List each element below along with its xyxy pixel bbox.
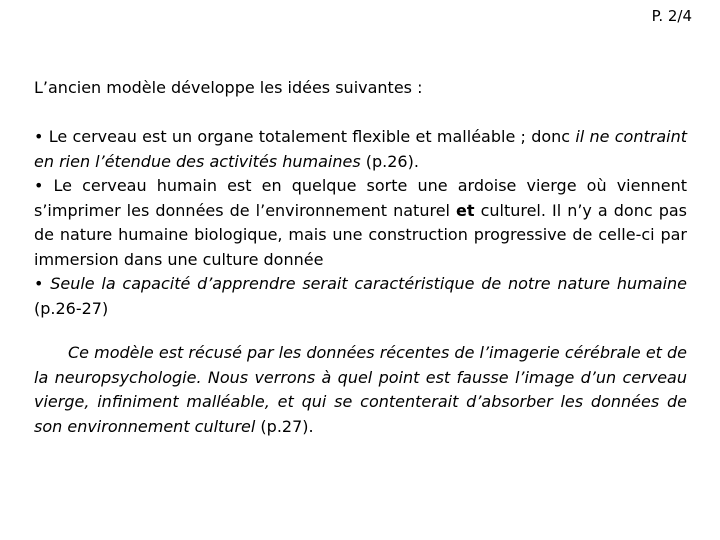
bullet-2-bold: et — [456, 200, 475, 220]
heading: L’ancien modèle développe les idées suivantes : — [34, 78, 423, 97]
bullet-item-2 — [34, 174, 687, 272]
bullet-1-italic: il ne contraint en rien l’étendue des activités humaines — [34, 127, 687, 171]
page-number: P. 2/4 — [651, 7, 692, 25]
bullet-item-1 — [34, 125, 687, 174]
bullet-list — [34, 125, 687, 321]
bullet-3-marker: • — [34, 274, 51, 293]
closing-paragraph — [34, 341, 687, 439]
closing-citation: (p.27). — [255, 416, 314, 436]
bullet-3-italic: Seule la capacité d’apprendre serait caractéristique de notre nature humaine — [50, 274, 688, 293]
bullet-2-text: • Le cerveau humain est en quelque sorte une ardoise vierge où viennent s’imprimer les données de l’environnement naturel — [34, 176, 687, 220]
closing-italic: Nous verrons à quel point est fausse l’image d’un cerveau vierge, infiniment malléable, et qui se contenterait d’absorber les données de son environnement culturel — [34, 367, 687, 436]
bullet-1-text: • Le cerveau est un organe totalement flexible et malléable ; donc — [34, 127, 576, 146]
bullet-item-3 — [34, 272, 687, 321]
closing-lead: Ce modèle est récusé par les données récentes de l’imagerie cérébrale et de la neuropsychologie. — [34, 343, 688, 387]
bullet-1-citation: (p.26). — [360, 151, 419, 171]
bullet-2-suffix: culturel. Il n’y a donc pas de nature humaine biologique, mais une construction progressive de celle-ci par immersion dans une culture donnée — [34, 200, 687, 269]
bullet-3-citation: (p.26-27) — [34, 298, 109, 318]
